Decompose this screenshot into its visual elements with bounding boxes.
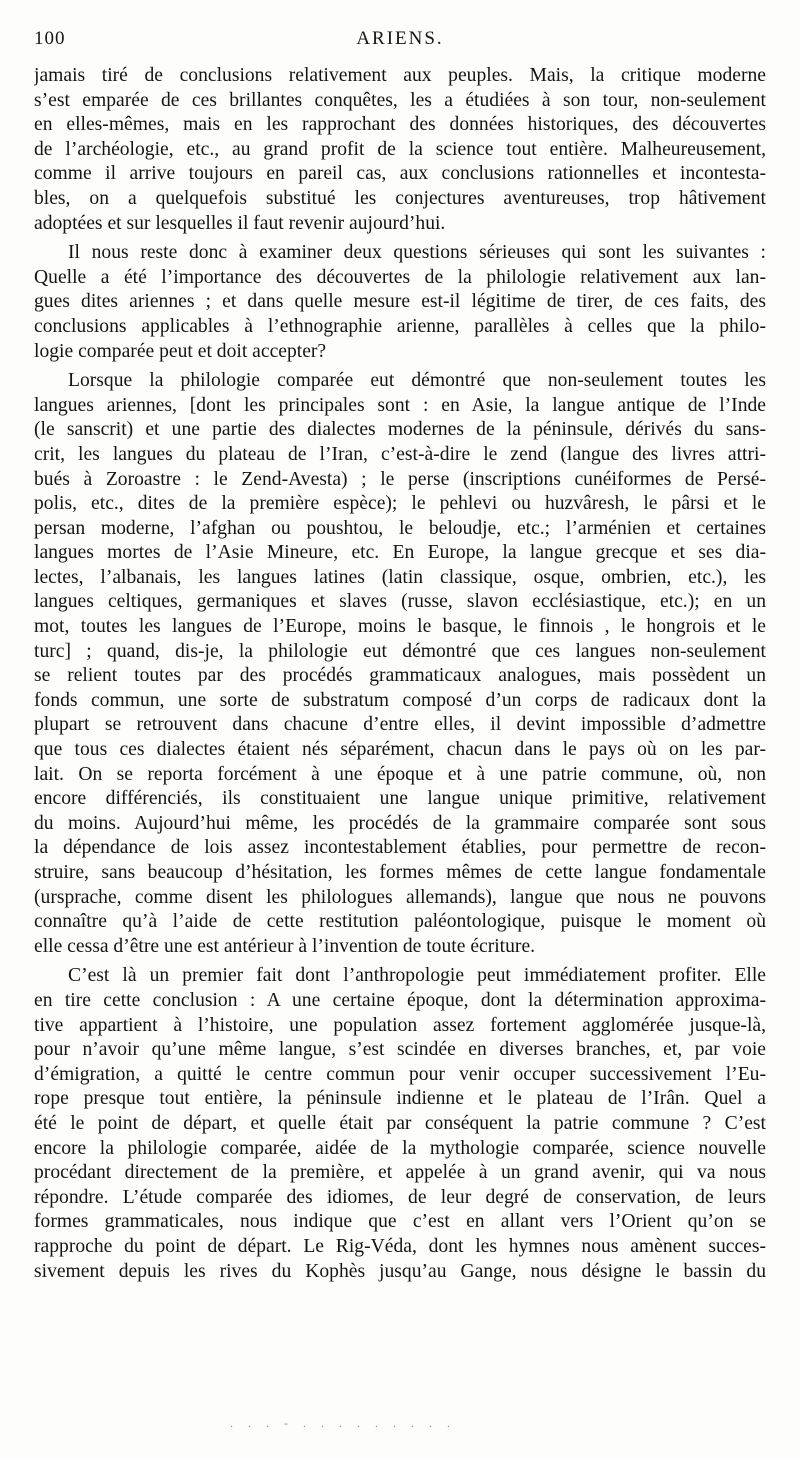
text-line: en tire cette conclusion : A une certaine époque, dont la détermination approxima- [34, 989, 766, 1011]
text-line: encore différenciés, ils constituaient une langue unique primitive, relativement [34, 788, 766, 810]
text-line: (ursprache, comme disent les philologues allemands), langue que nous ne pouvons [34, 886, 766, 908]
text-line: tive appartient à l’histoire, une population assez fortement agglomérée jusque-là, [34, 1014, 766, 1036]
text-line: de l’archéologie, etc., au grand profit de la science tout entière. Malheureusement, [34, 138, 766, 160]
text-line: été le point de départ, et quelle était par conséquent la patrie commune ? C’est [34, 1112, 766, 1134]
text-line: rapproche du point de départ. Le Rig-Véda, dont les hymnes nous amènent succes- [34, 1235, 766, 1257]
text-line: la dépendance de lois assez incontestablement établies, pour permettre de recon- [34, 837, 766, 859]
text-line: d’émigration, a quitté le centre commun pour venir occuper successivement l’Eu- [34, 1063, 766, 1085]
text-line: s’est emparée de ces brillantes conquêtes, les a étudiées à son tour, non-seulement [34, 89, 766, 111]
text-line: plupart se retrouvent dans chacune d’entre elles, il devint impossible d’admettre [34, 714, 766, 736]
text-line: du moins. Aujourd’hui même, les procédés de la grammaire comparée sont sous [34, 812, 766, 834]
text-line: Il nous reste donc à examiner deux questions sérieuses qui sont les suivantes : [68, 242, 766, 264]
text-line: connaître qu’à l’aide de cette restitution paléontologique, puisque le moment où [34, 911, 766, 933]
body-text [34, 64, 766, 1284]
text-line: polis, etc., dites de la première espèce); le pehlevi ou huzvâresh, le pârsi et le [34, 493, 766, 515]
text-line: rope presque tout entière, la péninsule indienne et le plateau de l’Irân. Quel a [34, 1088, 766, 1110]
text-line: encore la philologie comparée, aidée de la mythologie comparée, science nouvelle [34, 1137, 766, 1159]
text-line: mot, toutes les langues de l’Europe, moins le basque, le finnois , le hongrois et le [34, 616, 766, 638]
text-line: langues celtiques, germaniques et slaves (russe, slavon ecclésiastique, etc.); en un [34, 591, 766, 613]
text-line: C’est là un premier fait dont l’anthropologie peut immédiatement profiter. Elle [68, 965, 766, 987]
text-line: fonds commun, une sorte de substratum composé d’un corps de radicaux dont la [34, 689, 766, 711]
text-line: langues mortes de l’Asie Mineure, etc. En Europe, la langue grecque et ses dia- [34, 542, 766, 564]
text-line: jamais tiré de conclusions relativement aux peuples. Mais, la critique moderne [34, 65, 766, 86]
text-line: elle cessa d’être une est antérieur à l’invention de toute écriture. [34, 935, 536, 957]
text-line: pour n’avoir qu’une même langue, s’est scindée en diverses branches, et, par voie [34, 1039, 766, 1061]
text-line: sivement depuis les rives du Kophès jusqu’au Gange, nous désigne le bassin du [34, 1260, 766, 1282]
text-line: Quelle a été l’importance des découvertes de la philologie relativement aux lan- [34, 266, 766, 288]
text-line: langues ariennes, [dont les principales sont : en Asie, la langue antique de l’Inde [34, 394, 766, 416]
text-line: lectes, l’albanais, les langues latines (latin classique, osque, ombrien, etc.), les [34, 566, 766, 588]
text-line: adoptées et sur lesquelles il faut revenir aujourd’hui. [34, 212, 446, 234]
page-header [34, 28, 766, 56]
text-line: (le sanscrit) et une partie des dialectes modernes de la péninsule, dérivés du sans- [34, 419, 766, 441]
text-line: gues dites ariennes ; et dans quelle mesure est-il légitime de tirer, de ces faits, des [34, 291, 766, 313]
text-line: turc] ; quand, dis-je, la philologie eut démontré que ces langues non-seulement [34, 640, 766, 662]
text-line: répondre. L’étude comparée des idiomes, de leur degré de conservation, de leurs [34, 1186, 766, 1208]
text-line: crit, les langues du plateau de l’Iran, c’est-à-dire le zend (langue des livres attri- [34, 443, 766, 465]
text-line: en elles-mêmes, mais en les rapprochant des données historiques, des découvertes [34, 114, 766, 136]
text-line: que tous ces dialectes étaient nés séparément, chacun dans le pays où on les par- [34, 739, 766, 761]
text-line: procédant directement de la première, et appelée à un grand avenir, qui va nous [34, 1162, 766, 1184]
running-head: ARIENS. [356, 28, 444, 49]
text-line: comme il arrive toujours en pareil cas, aux conclusions rationnelles et incontesta- [34, 163, 766, 185]
scan-artifact: . . . - . . . . . . . . . [230, 1416, 456, 1430]
text-line: bles, on a quelquefois substitué les conjectures aventureuses, trop hâtivement [34, 187, 766, 209]
page-number: 100 [34, 28, 66, 49]
text-line: persan moderne, l’afghan ou poushtou, le beloudje, etc.; l’arménien et certaines [34, 517, 766, 539]
text-line: struire, sans beaucoup d’hésitation, les formes mêmes de cette langue fondamentale [34, 862, 766, 883]
text-line: conclusions applicables à l’ethnographie arienne, parallèles à celles que la philo- [34, 315, 766, 337]
text-line: lait. On se reporta forcément à une époque et à une patrie commune, où, non [34, 763, 766, 785]
text-line: formes grammaticales, nous indique que c’est en allant vers l’Orient qu’on se [34, 1211, 766, 1233]
text-line: se relient toutes par des procédés grammaticaux analogues, mais possèdent un [34, 665, 766, 687]
text-line: Lorsque la philologie comparée eut démontré que non-seulement toutes les [68, 370, 766, 392]
text-line: bués à Zoroastre : le Zend-Avesta) ; le perse (inscriptions cunéiformes de Persé- [34, 468, 766, 490]
text-line: logie comparée peut et doit accepter? [34, 340, 327, 362]
